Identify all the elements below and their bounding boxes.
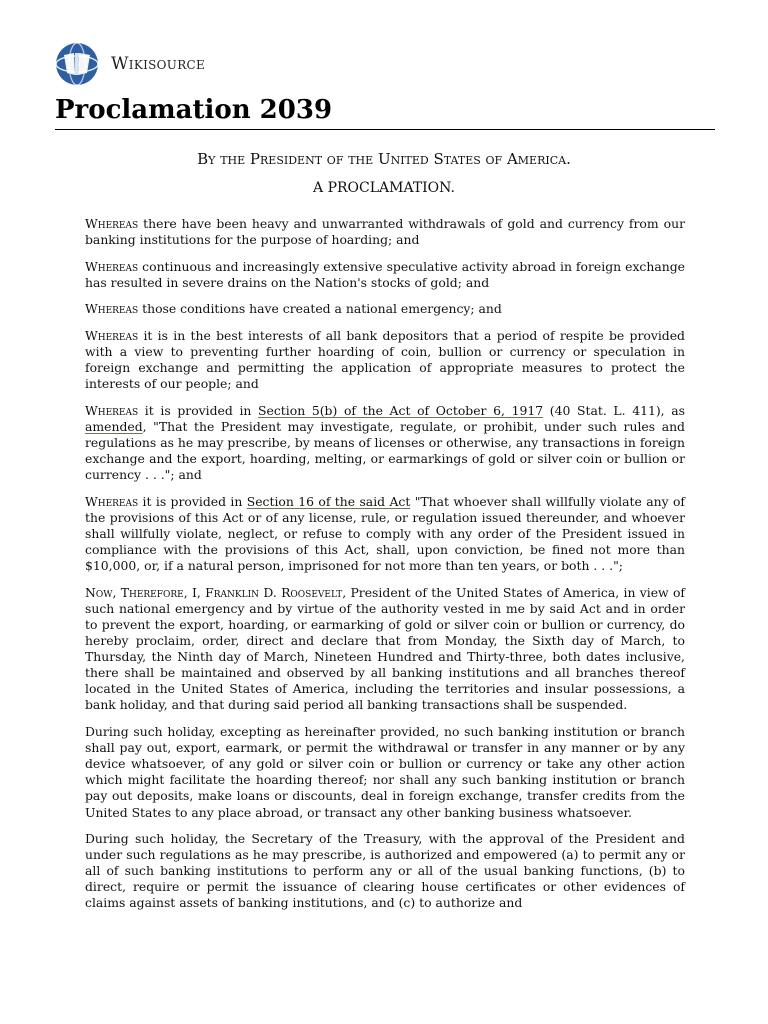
paragraph — [85, 831, 685, 911]
proclamation-subheading: A PROCLAMATION. — [313, 180, 455, 196]
paragraph-text: it is provided in — [138, 402, 259, 418]
page-title: Proclamation 2039 — [55, 95, 715, 130]
paragraph-lead: Whereas — [85, 327, 139, 343]
paragraph-text: there have been heavy and unwarranted withdrawals of gold and currency from our banking institutions for the purpose of hoarding; and — [85, 216, 685, 248]
paragraph-lead: Whereas — [85, 402, 139, 418]
site-header — [55, 42, 205, 86]
paragraph — [85, 328, 685, 392]
paragraph-text: , "That the President may investigate, regulate, or prohibit, under such rules and regulations as he may prescribe, by means of licenses or otherwise, any transactions in foreign exchange and the export, hoarding, melting, or earmarkings of gold or silver coin or bullion or currency . . ."; and — [85, 418, 685, 483]
paragraph-lead: Whereas — [85, 258, 139, 274]
signatory-name: Franklin D. Roosevelt — [205, 584, 343, 600]
paragraph-lead: Whereas — [85, 216, 139, 231]
paragraph-text: it is provided in — [138, 493, 247, 509]
proclamation-heading: By the President of the United States of America. — [197, 150, 571, 168]
link-section-5b[interactable]: Section 5(b) of the Act of October 6, 1917 — [258, 402, 544, 418]
paragraph — [85, 403, 685, 483]
paragraph-lead: Now, Therefore, — [85, 584, 188, 600]
site-name[interactable]: Wikisource — [111, 54, 206, 74]
paragraph-text: , President of the United States of America, in view of such national emergency and by virtue of the authority vested in me by said Act and in order to prevent the export, hoarding, or earmarking of gold or silver coin or bullion or currency, do hereby proclaim, order, direct and declare that from Monday, the Sixth day of March, to Thursday, the Ninth day of March, Nineteen Hundred and Thirty-three, both dates inclusive, there shall be maintained and observed by all banking institutions and all branches thereof located in the United States of America, including the territories and insular possessions, a bank holiday, and that during said period all banking transactions shall be suspended. — [85, 584, 686, 713]
paragraph-text: During such holiday, excepting as hereinafter provided, no such banking institution or branch shall pay out, export, earmark, or permit the withdrawal or transfer in any manner or by any device whatsoever, of any gold or silver coin or bullion or currency or take any other action which might facilitate the hoarding thereof; nor shall any such banking institution or branch pay out deposits, make loans or discounts, deal in foreign exchange, transfer credits from the United States to any place abroad, or transact any other banking business whatsoever. — [85, 724, 685, 820]
link-amended[interactable]: amended — [85, 418, 143, 434]
document-body — [85, 216, 685, 922]
paragraph-text: "That whoever shall willfully violate any of the provisions of this Act or of any license, rule, or regulation issued thereunder, and whoever shall willfully violate, neglect, or refuse to comply with any order of the President issued in compliance with the provisions of this Act, shall, upon conviction, be fined not more than $10,000, or, if a natural person, imprisoned for not more than ten years, or both . . ."; — [85, 493, 686, 574]
paragraph-text: it is in the best interests of all bank depositors that a period of respite be provided with a view to preventing further hoarding of coin, bullion or currency or speculation in foreign exchange and permitting the application of appropriate measures to protect the interests of our people; and — [85, 327, 685, 392]
paragraph-text: those conditions have created a national emergency; and — [138, 301, 502, 317]
paragraph-text: During such holiday, the Secretary of the Treasury, with the approval of the President and under such regulations as he may prescribe, is authorized and empowered (a) to permit any or all of such banking institutions to perform any or all of the usual banking functions, (b) to direct, require or permit the issuance of clearing house certificates or other evidences of claims against assets of banking institutions, and (c) to authorize and — [85, 831, 685, 911]
paragraph — [85, 259, 685, 291]
paragraph — [85, 585, 685, 714]
paragraph — [85, 216, 685, 248]
paragraph-text: continuous and increasingly extensive speculative activity abroad in foreign exchange has resulted in severe drains on the Nation's stocks of gold; and — [85, 258, 685, 290]
paragraph-text: I, — [187, 584, 206, 600]
paragraph — [85, 301, 685, 317]
link-section-16[interactable]: Section 16 of the said Act — [246, 493, 411, 509]
paragraph-lead: Whereas — [85, 493, 139, 509]
paragraph-lead: Whereas — [85, 301, 139, 317]
paragraph-text: (40 Stat. L. 411), as — [543, 402, 686, 418]
paragraph — [85, 724, 685, 821]
paragraph — [85, 494, 685, 574]
wikisource-logo-icon[interactable] — [55, 42, 99, 86]
